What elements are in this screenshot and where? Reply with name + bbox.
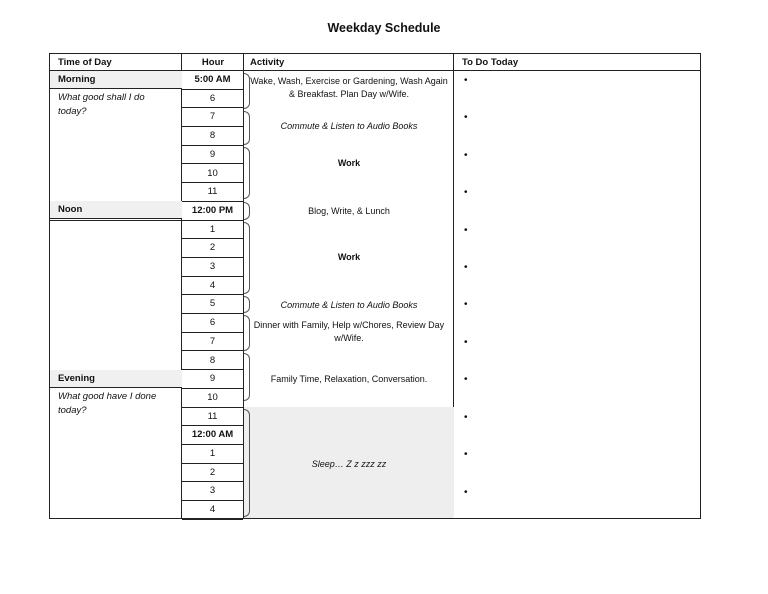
activity-lunch: Blog, Write, & Lunch: [308, 206, 390, 216]
hour-cell: 5:00 AM: [182, 71, 243, 90]
hour-cell: 10: [182, 389, 243, 408]
hour-cell: 11: [182, 408, 243, 427]
hour-cell: 4: [182, 277, 243, 296]
activity-family-time: Family Time, Relaxation, Conversation.: [270, 374, 428, 384]
header-activity: Activity: [244, 54, 454, 71]
activity-work-morning: Work: [337, 158, 361, 168]
hour-cell: 12:00 PM: [182, 202, 243, 221]
hour-cell: 11: [182, 183, 243, 202]
todo-bullet: •: [464, 374, 468, 385]
page-title: Weekday Schedule: [327, 21, 441, 35]
todo-bullet: •: [464, 337, 468, 348]
hour-cell: 4: [182, 501, 243, 520]
hour-cell: 3: [182, 482, 243, 501]
todo-bullet: •: [464, 449, 468, 460]
header-hour: Hour: [182, 54, 244, 71]
hour-cell: 10: [182, 165, 243, 184]
hour-cell: 6: [182, 90, 243, 109]
hour-cell: 5: [182, 295, 243, 314]
activity-work-afternoon: Work: [337, 252, 361, 262]
todo-bullet: •: [464, 299, 468, 310]
activity-sleep: Sleep… Z z zzz zz: [311, 459, 387, 469]
hour-cell: 1: [182, 445, 243, 464]
bracket: [244, 147, 250, 199]
hour-cell: 1: [182, 221, 243, 240]
hour-cell: 12:00 AM: [182, 426, 243, 445]
hour-cell: 9: [182, 370, 243, 389]
todo-bullet: •: [464, 262, 468, 273]
todo-bullet: •: [464, 487, 468, 498]
header-todo: To Do Today: [454, 54, 700, 71]
hour-cell: 2: [182, 239, 243, 258]
hour-cell: 9: [182, 146, 243, 165]
hour-cell: 7: [182, 108, 243, 127]
divider: [50, 220, 182, 221]
todo-bullet: •: [464, 225, 468, 236]
morning-note: What good shall I do today?: [58, 92, 145, 117]
period-noon: Noon: [50, 201, 182, 219]
activity-dinner: Dinner with Family, Help w/Chores, Review Day w/Wife.: [253, 320, 445, 343]
hour-cell: 3: [182, 258, 243, 277]
period-morning: Morning: [50, 71, 182, 89]
todo-bullet: •: [464, 75, 468, 86]
activity-commute-morning: Commute & Listen to Audio Books: [280, 121, 418, 131]
todo-bullet: •: [464, 112, 468, 123]
activity-commute-evening: Commute & Listen to Audio Books: [280, 300, 418, 310]
hour-cell: 7: [182, 333, 243, 352]
period-evening: Evening: [50, 370, 182, 388]
hour-cell: 6: [182, 314, 243, 333]
hour-cell: 8: [182, 127, 243, 146]
hour-cell: 8: [182, 352, 243, 371]
todo-bullet: •: [464, 150, 468, 161]
hour-cell: 2: [182, 464, 243, 483]
evening-note: What good have I done today?: [58, 391, 157, 416]
activity-morning-routine: Wake, Wash, Exercise or Gardening, Wash Again & Breakfast. Plan Day w/Wife.: [250, 76, 448, 99]
schedule-table: [49, 53, 701, 519]
todo-bullet: •: [464, 187, 468, 198]
todo-bullet: •: [464, 412, 468, 423]
header-time-of-day: Time of Day: [50, 54, 182, 71]
